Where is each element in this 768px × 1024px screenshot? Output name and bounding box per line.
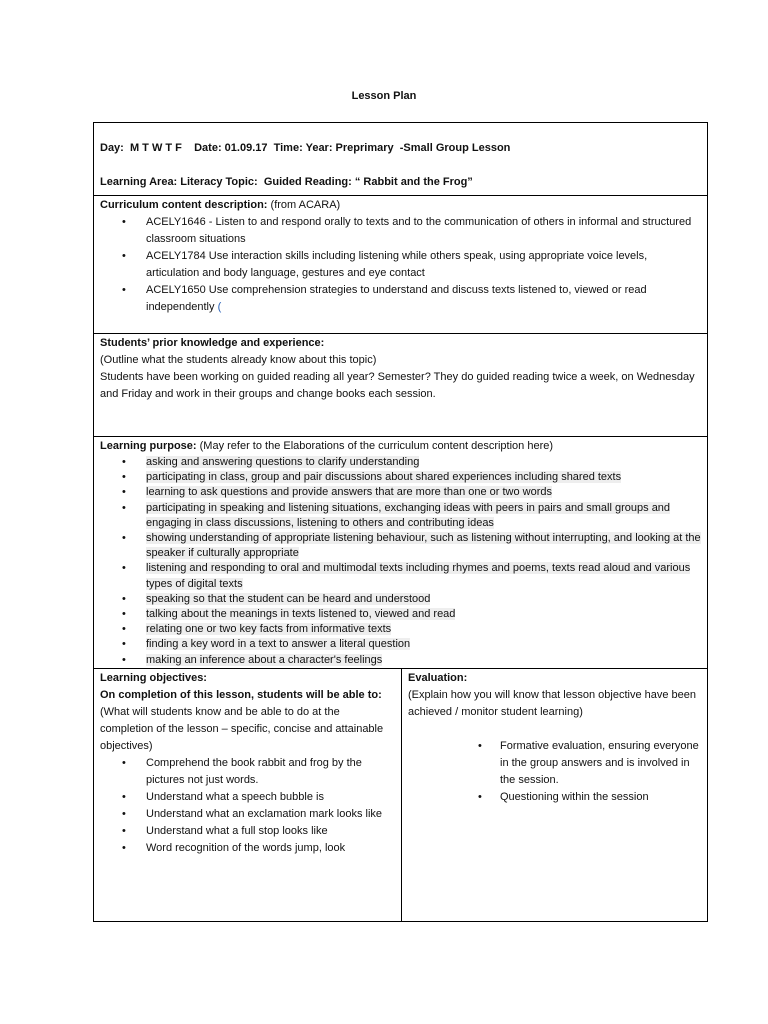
learning-purpose-list — [100, 455, 701, 668]
prior-knowledge-label: Students’ prior knowledge and experience: — [100, 337, 325, 349]
list-item — [100, 637, 701, 652]
learning-purpose-cell — [94, 438, 707, 668]
prior-knowledge-text: Students have been working on guided reading all year? Semester? They do guided reading twice a week, on Wednesday and Friday and work in their groups and change books each session. — [100, 371, 695, 400]
trailing-paren: ( — [214, 301, 222, 313]
curriculum-label: Curriculum content description: — [100, 199, 268, 211]
evaluation-label: Evaluation: — [408, 672, 468, 684]
learning-purpose-heading — [100, 438, 701, 455]
curriculum-cell — [94, 197, 707, 316]
list-item: • Formative evaluation, ensuring everyone in the group answers and is involved in the session. — [408, 738, 701, 789]
learning-objectives-list — [100, 755, 395, 857]
prior-knowledge-note: (Outline what the students already know about this topic) — [100, 354, 377, 366]
list-item — [100, 282, 701, 316]
purpose-item-text: relating one or two key facts from informative texts — [146, 623, 392, 636]
list-item — [100, 470, 701, 485]
learning-objectives-label: Learning objectives: — [100, 672, 207, 684]
prior-knowledge-row — [94, 334, 707, 437]
objectives-evaluation-row — [94, 669, 707, 921]
learning-objectives-subtitle: On completion of this lesson, students will be able to: — [100, 689, 382, 701]
list-item: • Understand what an exclamation mark looks like — [100, 806, 395, 823]
curriculum-item-text: ACELY1650 Use comprehension strategies to understand and discuss texts listened to, viewed or read independently — [146, 284, 647, 313]
learning-purpose-note: (May refer to the Elaborations of the curriculum content description here) — [196, 440, 554, 452]
header-row — [94, 123, 707, 196]
list-item: • ACELY1646 - Listen to and respond orally to texts and to the communication of others in informal and structured classroom situations — [100, 214, 701, 248]
purpose-item-text: participating in speaking and listening situations, exchanging ideas with peers in pairs and small groups and engaging in class discussions, listening to others and contributing ideas — [146, 501, 671, 529]
purpose-item-text: asking and answering questions to clarify understanding — [146, 456, 420, 468]
list-item: • Comprehend the book rabbit and frog by the pictures not just words. — [100, 755, 395, 789]
purpose-item-text: listening and responding to oral and multimodal texts including rhymes and poems, texts read aloud and various types of digital texts — [146, 562, 691, 590]
list-item — [100, 592, 701, 607]
learning-purpose-row — [94, 437, 707, 669]
purpose-item-text: learning to ask questions and provide answers that are more than one or two words — [146, 486, 553, 499]
purpose-item-text: participating in class, group and pair discussions about shared experiences including shared texts — [146, 471, 622, 484]
list-item — [100, 653, 701, 668]
curriculum-label-note: (from ACARA) — [267, 199, 341, 211]
learning-objectives-cell — [94, 670, 401, 857]
curriculum-heading — [100, 197, 701, 214]
purpose-item-text: talking about the meanings in texts listened to, viewed and read — [146, 608, 456, 621]
list-item: • Questioning within the session — [408, 789, 701, 806]
document-title: Lesson Plan — [351, 90, 417, 102]
list-item — [100, 607, 701, 622]
purpose-item-text: making an inference about a character's feelings — [146, 653, 383, 666]
evaluation-list — [408, 738, 701, 806]
list-item: • Understand what a full stop looks like — [100, 823, 395, 840]
list-item — [100, 622, 701, 637]
day-date-line: Day: M T W T F Date: 01.09.17 Time: Year: Preprimary -Small Group Lesson — [100, 142, 511, 154]
list-item — [100, 531, 701, 561]
list-item: • Word recognition of the words jump, look — [100, 840, 395, 857]
learning-objectives-note: (What will students know and be able to do at the completion of the lesson – specific, concise and attainable objectives) — [100, 706, 384, 752]
list-item — [100, 485, 701, 500]
curriculum-row — [94, 196, 707, 334]
evaluation-note: (Explain how you will know that lesson objective have been achieved / monitor student learning) — [408, 689, 696, 718]
curriculum-list — [100, 214, 701, 316]
learning-area-line: Learning Area: Literacy Topic: Guided Reading: “ Rabbit and the Frog” — [100, 176, 473, 188]
prior-knowledge-cell — [94, 335, 707, 403]
list-item: • Understand what a speech bubble is — [100, 789, 395, 806]
list-item — [100, 561, 701, 591]
purpose-item-text: speaking so that the student can be heard and understood — [146, 592, 431, 605]
list-item — [100, 501, 701, 531]
lesson-plan-table — [93, 122, 708, 922]
purpose-item-text: showing understanding of appropriate listening behaviour, such as listening without interrupting, and looking at the speaker if culturally appropriate — [146, 532, 701, 560]
evaluation-cell — [402, 670, 707, 806]
list-item — [100, 455, 701, 470]
learning-purpose-label: Learning purpose: — [100, 440, 197, 452]
purpose-item-text: finding a key word in a text to answer a literal question — [146, 638, 411, 651]
list-item: • ACELY1784 Use interaction skills including listening while others speak, using appropriate voice levels, articulation and body language, gestures and eye contact — [100, 248, 701, 282]
